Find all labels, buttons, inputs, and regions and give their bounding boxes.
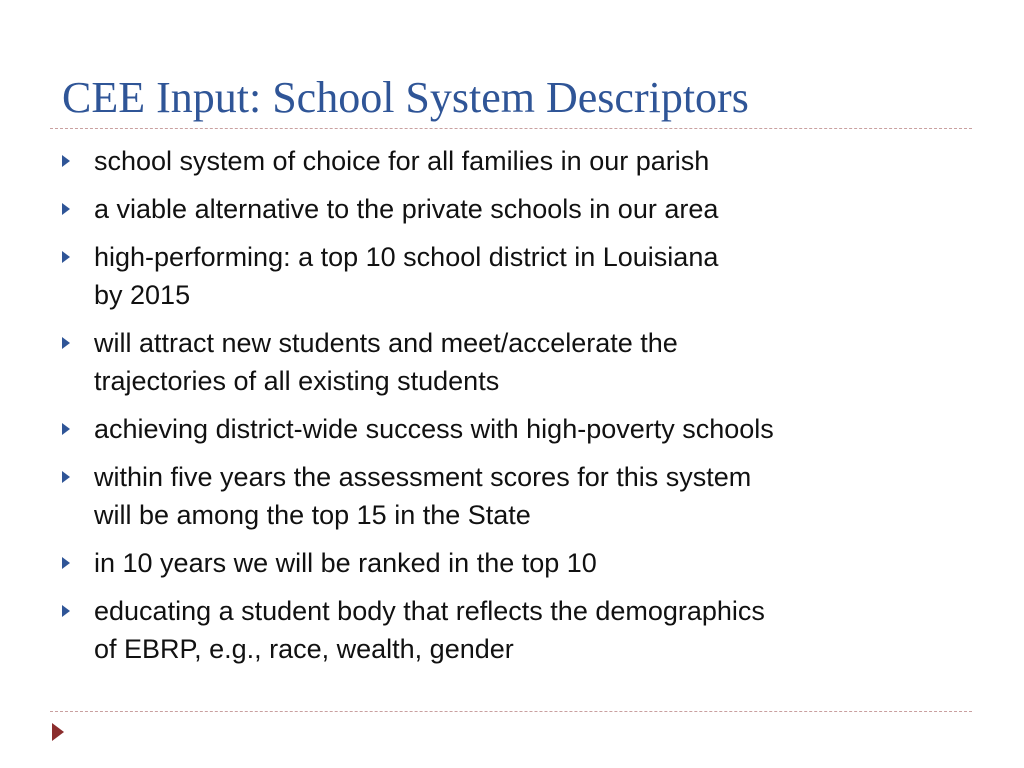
bullet-item	[62, 592, 962, 668]
bullet-item	[62, 238, 962, 314]
bullet-text: achieving district-wide success with high-poverty schools	[94, 414, 774, 444]
bullet-arrow-icon	[62, 557, 70, 569]
bullet-text: within five years the assessment scores for this system will be among the top 15 in the State	[94, 462, 752, 530]
bullet-text: a viable alternative to the private schools in our area	[94, 194, 719, 224]
bullet-item	[62, 190, 962, 228]
bullet-item	[62, 410, 962, 448]
bullet-arrow-icon	[62, 203, 70, 215]
footer-triangle-icon	[52, 723, 64, 741]
bullet-arrow-icon	[62, 337, 70, 349]
footer-divider	[50, 711, 972, 712]
bullet-arrow-icon	[62, 155, 70, 167]
bullet-item	[62, 544, 962, 582]
bullet-text: will attract new students and meet/accelerate the trajectories of all existing students	[94, 328, 678, 396]
bullet-item	[62, 324, 962, 400]
bullet-text: high-performing: a top 10 school district in Louisiana by 2015	[94, 242, 719, 310]
bullet-list	[62, 142, 962, 678]
slide-title: CEE Input: School System Descriptors	[62, 73, 749, 122]
bullet-text: school system of choice for all families in our parish	[94, 146, 710, 176]
bullet-item	[62, 458, 962, 534]
bullet-arrow-icon	[62, 605, 70, 617]
bullet-arrow-icon	[62, 251, 70, 263]
bullet-text: educating a student body that reflects the demographics of EBRP, e.g., race, wealth, gender	[94, 596, 765, 664]
bullet-arrow-icon	[62, 423, 70, 435]
bullet-text: in 10 years we will be ranked in the top 10	[94, 548, 597, 578]
bullet-item	[62, 142, 962, 180]
bullet-arrow-icon	[62, 471, 70, 483]
title-divider	[50, 128, 972, 129]
